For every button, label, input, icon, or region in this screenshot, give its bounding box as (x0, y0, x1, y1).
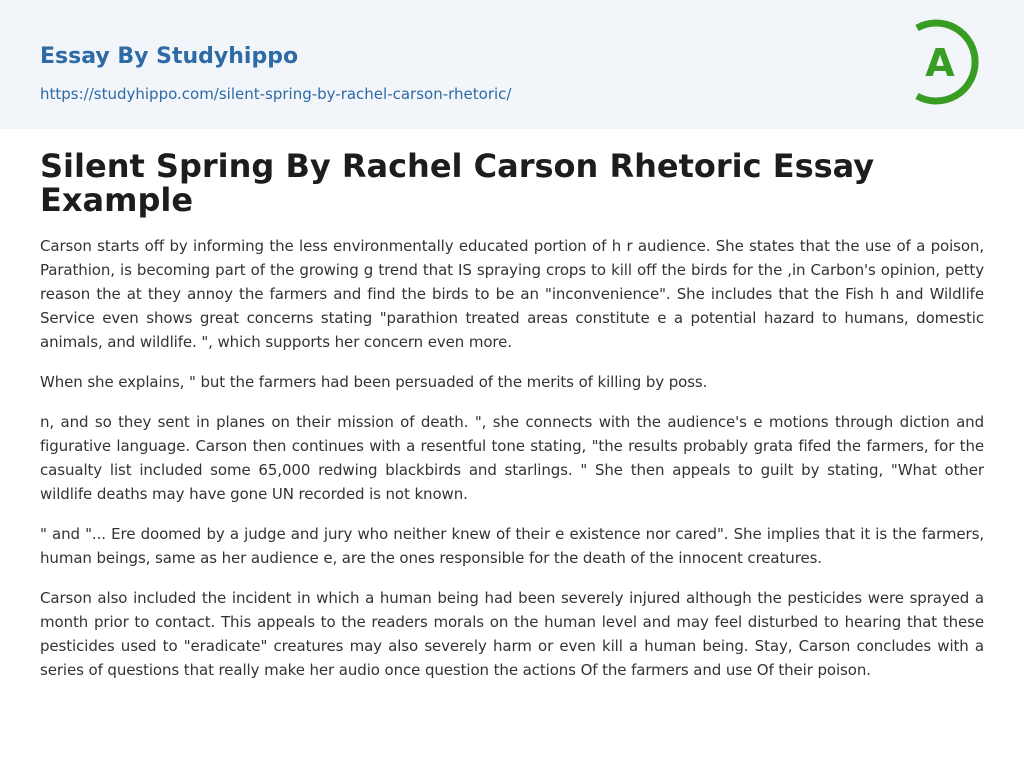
article-url-link[interactable]: https://studyhippo.com/silent-spring-by-rachel-carson-rhetoric/ (40, 85, 512, 103)
article-paragraph: n, and so they sent in planes on their mission of death. ", she connects with the audience's e motions through diction and figurative language. Carson then continues with a resentful tone stating, "the results probably grata fifed the farmers, for the casualty list included some 65,000 redwing blackbirds and starlings. " She then appeals to guilt by stating, "What other wildlife deaths may have gone UN recorded is not known. (40, 413, 984, 503)
article-paragraph: Carson also included the incident in which a human being had been severely injured although the pesticides were sprayed a month prior to contact. This appeals to the readers morals on the human level and may feel disturbed to hearing that these pesticides used to "eradicate" creatures may also severely harm or even kill a human being. Stay, Carson concludes with a series of questions that really make her audio once question the actions Of the farmers and use Of their poison. (40, 589, 984, 679)
site-header (0, 0, 1024, 129)
article-paragraph: When she explains, " but the farmers had been persuaded of the merits of killing by poss. (40, 373, 708, 391)
article-title: Silent Spring By Rachel Carson Rhetoric Essay Example (40, 147, 875, 219)
article-body (40, 234, 984, 698)
site-brand-title[interactable]: Essay By Studyhippo (40, 44, 299, 69)
article-paragraph: " and "... Ere doomed by a judge and jury who neither knew of their e existence nor cared". She implies that it is the farmers, human beings, same as her audience e, are the ones responsible for the death of the innocent creatures. (40, 525, 984, 567)
article-paragraph: Carson starts off by informing the less environmentally educated portion of h r audience. She states that the use of a poison, Parathion, is becoming part of the growing g trend that IS spraying crops to kill off the birds for the ,in Carbon's opinion, petty reason the at they annoy the farmers and find the birds to be an "inconvenience". She includes that the Fish h and Wildlife Service even shows great concerns stating "parathion treated areas constitute e a potential hazard to humans, domestic animals, and wildlife. ", which supports her concern even more. (40, 237, 984, 351)
logo-letter: A (925, 41, 955, 85)
studyhippo-logo-icon[interactable] (912, 18, 986, 106)
